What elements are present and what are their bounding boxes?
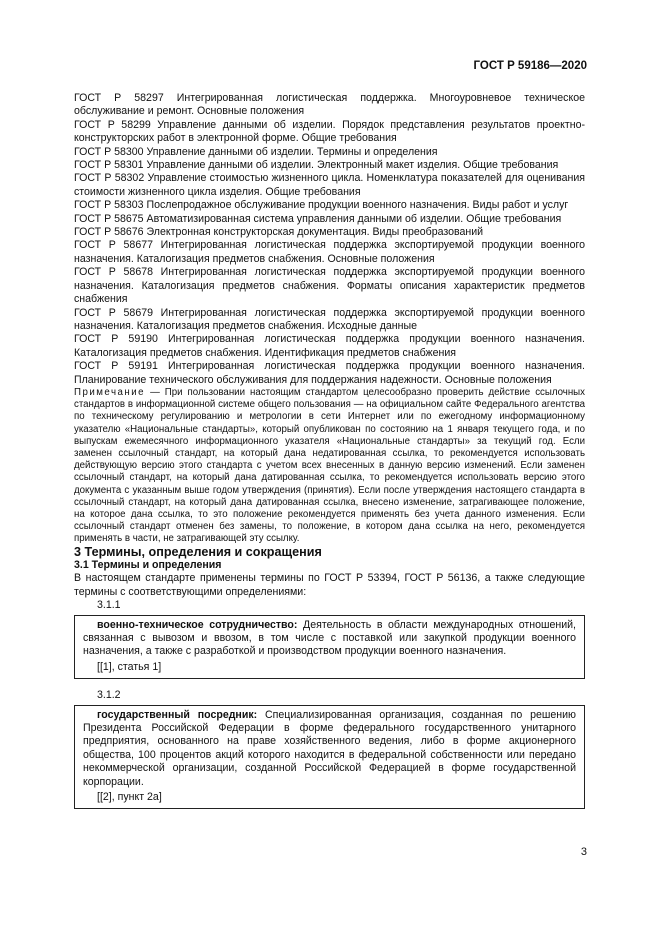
term-text: Специализированная организация, созданная по решению Президента Российской Федерации в форме федерального государственного унитарного предприятия, основанного на праве хозяйственного ведения, либо в форме акционерного общества, 100 процентов акций которого находится в федеральной собственности или передано некоммерческой организации, созданной Российской Федерацией в форме государственной корпорации. [83,708,577,788]
page-content [74,92,585,809]
term-source: [[1], статья 1] [97,660,162,673]
section-intro: В настоящем стандарте применены термины по ГОСТ Р 53394, ГОСТ Р 56136, а также следующие термины с соответствующими определениями: [74,572,585,598]
subsection-title: 3.1 Термины и определения [74,558,222,571]
document-code-header: ГОСТ Р 59186—2020 [473,60,587,72]
reference-item: ГОСТ Р 58299 Управление данными об изделии. Порядок представления результатов проектно-конструкторских работ в электронной форме. Общие требования [74,118,585,145]
term-name: военно-техническое сотрудничество: [97,618,298,631]
reference-item: ГОСТ Р 58679 Интегрированная логистическая поддержка экспортируемой продукции военного назначения. Каталогизация предметов снабжения. Исходные данные [74,306,585,332]
reference-item: ГОСТ Р 58676 Электронная конструкторская документация. Виды преобразований [74,226,484,239]
term-definition [83,619,576,659]
reference-item: ГОСТ Р 58678 Интегрированная логистическая поддержка экспортируемой продукции военного назначения. Каталогизация предметов снабжения. Форматы описания характеристик предметов снабжения [74,266,585,306]
term-definition-box [74,705,585,810]
term-text: Деятельность в области международных отношений, связанная с вывозом и ввозом, в том числе с поставкой или закупкой продукции военного назначения, а также с разработкой и производством продукции военного назначения. [83,618,576,658]
reference-item: ГОСТ Р 58297 Интегрированная логистическая поддержка. Многоуровневое техническое обслуживание и ремонт. Основные положения [74,92,585,118]
reference-item: ГОСТ Р 58301 Управление данными об изделии. Электронный макет изделия. Общие требования [74,159,559,172]
term-name: государственный посредник: [97,708,258,721]
term-definition [83,709,576,789]
reference-item: ГОСТ Р 58300 Управление данными об изделии. Термины и определения [74,145,438,158]
term-number: 3.1.2 [97,689,121,702]
term-definition-box [74,615,585,680]
reference-item: ГОСТ Р 58675 Автоматизированная система управления данными об изделии. Общие требования [74,212,562,225]
reference-item: ГОСТ Р 59190 Интегрированная логистическая поддержка продукции военного назначения. Каталогизация предметов снабжения. Идентификация предметов снабжения [74,333,585,359]
note-label: Примечание [74,386,146,398]
section-title: 3 Термины, определения и сокращения [74,544,322,559]
reference-item: ГОСТ Р 59191 Интегрированная логистическая поддержка продукции военного назначения. Планирование технического обслуживания для поддержания надежности. Основные положения [74,360,585,386]
term-number: 3.1.1 [97,599,121,612]
note-text: — При пользовании настоящим стандартом целесообразно проверить действие ссылочных стандартов в информационной системе общего пользования — на официальном сайте Федерального агентства по техническому регулированию и метрологии в сети Интернет или по ежегодному информационному указателю «Национальные стандарты», который опубликован по состоянию на 1 января текущего года, и по выпускам ежемесячного информационного указателя «Национальные стандарты» за текущий год. Если заменен ссылочный стандарт, на который дана недатированная ссылка, то рекомендуется использовать действующую версию этого стандарта с учетом всех внесенных в данную версию изменений. Если заменен ссылочный стандарт, на который дана датированная ссылка, то рекомендуется использовать версию этого документа с указанным выше годом утверждения (принятия). Если после утверждения настоящего стандарта в ссылочный стандарт, на который дана датированная ссылка, внесено изменение, затрагивающее положение, на которое дана ссылка, то это положение рекомендуется применять без учета данного изменения. Если ссылочный стандарт отменен без замены, то положение, в котором дана ссылка на него, рекомендуется применять в части, не затрагивающей эту ссылку. [74,386,585,545]
reference-item: ГОСТ Р 58303 Послепродажное обслуживание продукции военного назначения. Виды работ и услуг [74,199,569,212]
reference-note [74,387,585,546]
page-number: 3 [580,846,587,858]
reference-item: ГОСТ Р 58677 Интегрированная логистическая поддержка экспортируемой продукции военного назначения. Каталогизация предметов снабжения. Основные положения [74,239,585,265]
reference-item: ГОСТ Р 58302 Управление стоимостью жизненного цикла. Номенклатура показателей для оценивания стоимости жизненного цикла изделия. Общие требования [74,172,585,198]
term-source: [[2], пункт 2а] [97,791,162,804]
